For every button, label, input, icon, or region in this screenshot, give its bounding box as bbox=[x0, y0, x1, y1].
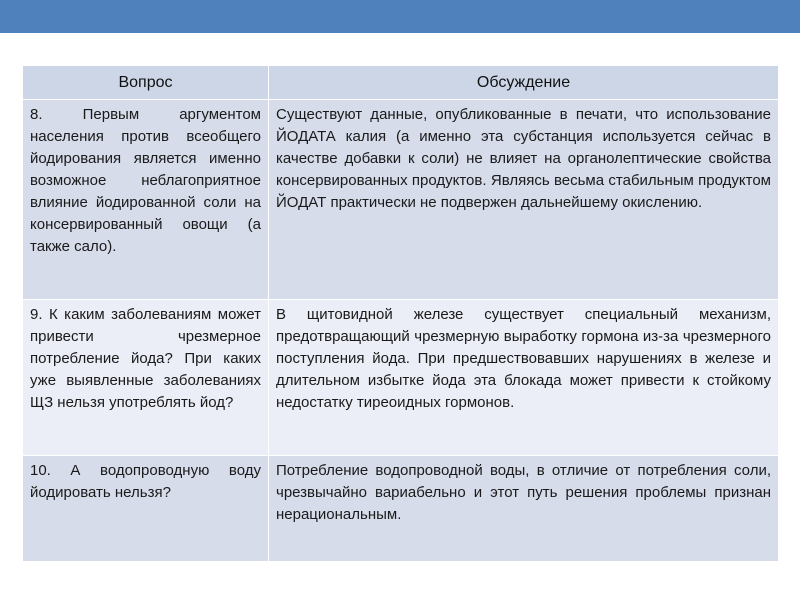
table-header-row bbox=[23, 66, 779, 100]
top-accent-bar bbox=[0, 0, 800, 33]
table-row bbox=[23, 456, 779, 562]
qa-table-container bbox=[22, 65, 778, 562]
qa-table bbox=[22, 65, 779, 562]
question-cell: 9. К каким заболеваниям может привести чрезмерное потребление йода? При каких уже выявленные заболеваниях ЩЗ нельзя употреблять йод? bbox=[23, 300, 269, 456]
question-cell: 10. А водопроводную воду йодировать нельзя? bbox=[23, 456, 269, 562]
question-cell: 8. Первым аргументом населения против всеобщего йодирования является именно возможное неблагоприятное влияние йодированной соли на консервированный овощи (а также сало). bbox=[23, 100, 269, 300]
table-row bbox=[23, 300, 779, 456]
header-discussion: Обсуждение bbox=[269, 66, 779, 100]
discussion-cell: Существуют данные, опубликованные в печати, что использование ЙОДАТА калия (а именно эта субстанция используется сейчас в качестве добавки к соли) не влияет на органолептические свойства консервированных продуктов. Являясь весьма стабильным продуктом ЙОДАТ практически не подвержен дальнейшему окислению. bbox=[269, 100, 779, 300]
table-row bbox=[23, 100, 779, 300]
header-question: Вопрос bbox=[23, 66, 269, 100]
discussion-cell: Потребление водопроводной воды, в отличие от потребления соли, чрезвычайно вариабельно и этот путь решения проблемы признан нерациональным. bbox=[269, 456, 779, 562]
discussion-cell: В щитовидной железе существует специальный механизм, предотвращающий чрезмерную выработку гормона из-за чрезмерного поступления йода. При предшествовавших нарушениях в железе и длительном избытке йода эта блокада может привести к стойкому недостатку тиреоидных гормонов. bbox=[269, 300, 779, 456]
